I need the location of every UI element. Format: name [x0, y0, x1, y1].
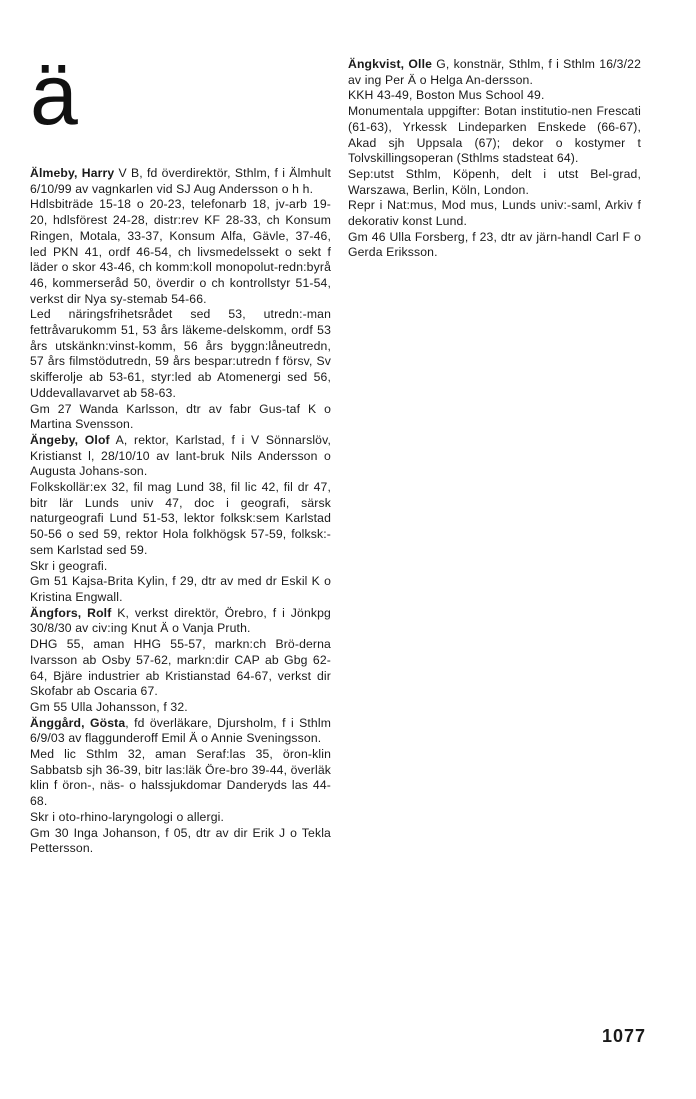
entry-paragraph: Led näringsfrihetsrådet sed 53, utredn:-man fettråvarukomm 51, 53 års läkeme-delskomm, ordf 53 års utskänkn:vinst-komm, 56 års byggn:låneutredn, 57 års filmstödutredn, 59 års bespar:utredn f försv, Sv skifferolje ab 53-61, styr:led ab Atomenergi sed 56, Uddevallavarvet ab 58-63.: [30, 307, 331, 400]
biography-entry: [348, 57, 641, 261]
entry-paragraph: Repr i Nat:mus, Mod mus, Lunds univ:-saml, Arkiv f dekorativ konst Lund.: [348, 198, 641, 229]
entry-paragraph: Gm 30 Inga Johanson, f 05, dtr av dir Erik J o Tekla Pettersson.: [30, 825, 331, 856]
entry-intro: V B, fd överdirektör, Sthlm, f i Älmhult 6/10/99 av vagnkarlen vid SJ Aug Andersson o h h.: [30, 166, 331, 196]
biography-entry: [30, 716, 331, 857]
section-letter: ä: [30, 47, 78, 143]
entry-heading: [348, 57, 641, 88]
entry-name: Ängfors, Rolf: [30, 605, 112, 620]
entry-paragraph: Skr i geografi.: [30, 558, 108, 573]
entry-paragraph: Gm 55 Ulla Johansson, f 32.: [30, 699, 188, 714]
entry-name: Ängkvist, Olle: [348, 57, 433, 71]
entry-intro: A, rektor, Karlstad, f i V Sönnarslöv, Kristianst l, 28/10/10 av lant-bruk Nils Andersson o Augusta Johans-son.: [30, 432, 331, 479]
entry-paragraph: Folkskollär:ex 32, fil mag Lund 38, fil lic 42, fil dr 47, bitr lär Lunds univ 47, doc i geografi, särsk naturgeografi Lund 51-53, lektor folksk:sem Karlstad 50-56 o sed 59, rektor Hola folkhögsk 57-59, folksk:-sem Karlstad sed 59.: [30, 480, 331, 557]
entry-paragraph: Gm 51 Kajsa-Brita Kylin, f 29, dtr av med dr Eskil K o Kristina Engwall.: [30, 574, 331, 604]
entry-paragraph: Skr i oto-rhino-laryngologi o allergi.: [30, 809, 225, 824]
entry-intro: , fd överläkare, Djursholm, f i Sthlm 6/9/03 av flaggunderoff Emil Ä o Annie Sveningsson.: [30, 715, 332, 746]
biography-entry: [30, 606, 331, 716]
entry-name: Ängeby, Olof: [30, 432, 110, 447]
entry-name: Älmeby, Harry: [30, 166, 115, 180]
entry-paragraph: Hdlsbiträde 15-18 o 20-23, telefonarb 18, jv-arb 19-20, hdlsförest 24-28, distr:rev KF 28-33, ch Konsum Ringen, Motala, 33-37, Konsum Alfa, Gävle, 37-46, led PKN 41, ordf 46-54, ch livsmedelssekt o sekt f läder o skor 43-46, ch komm:koll monopolut-redn:byrå 46, kommerseråd 50, överdir o ch kontrollstyr 51-54, verkst dir Nya sy-stemab 54-66.: [30, 197, 331, 306]
entry-intro: G, konstnär, Sthlm, f i Sthlm 16/3/22 av ing Per Ä o Helga An-dersson.: [348, 57, 641, 87]
entry-paragraph: Monumentala uppgifter: Botan institutio-nen Frescati (61-63), Yrkessk Lindeparken Enskede (66-67), Akad sjh Uppsala (67); dekor o kostymer t Tolvskillingsoperan (Sthlms stadsteat 64).: [348, 104, 641, 166]
entry-paragraph: DHG 55, aman HHG 55-57, markn:ch Brö-derna Ivarsson ab Osby 57-62, markn:dir CAP ab Gbg 62-64, Bjäre industrier ab Kristianstad 64-67, verkst dir Skofabr ab Oscaria 67.: [30, 637, 331, 699]
entry-heading: [30, 716, 331, 747]
right-column: [348, 57, 641, 261]
entry-heading: [30, 166, 331, 197]
left-column: [30, 166, 331, 857]
entry-paragraph: Gm 27 Wanda Karlsson, dtr av fabr Gus-taf K o Martina Svensson.: [30, 401, 331, 432]
biography-entry: [30, 433, 331, 606]
entry-heading: [30, 606, 331, 637]
page-number: 1077: [602, 1026, 647, 1046]
entry-intro: K, verkst direktör, Örebro, f i Jönkpg 30/8/30 av civ:ing Knut Ä o Vanja Pruth.: [30, 605, 331, 636]
entry-paragraph: Med lic Sthlm 32, aman Seraf:las 35, öron-klin Sabbatsb sjh 36-39, bitr las:läk Öre-bro 39-44, överläk klin f öron-, näs- o halssjukdomar Danderyds las 44-68.: [30, 747, 331, 809]
entry-paragraph: KKH 43-49, Boston Mus School 49.: [348, 88, 545, 103]
entry-paragraph: Sep:utst Sthlm, Köpenh, delt i utst Bel-grad, Warszawa, Berlin, Köln, London.: [348, 166, 641, 197]
biography-entry: [30, 166, 331, 433]
entry-name: Änggård, Gösta: [30, 715, 126, 730]
entry-paragraph: Gm 46 Ulla Forsberg, f 23, dtr av järn-handl Carl F o Gerda Eriksson.: [348, 229, 641, 260]
entry-heading: [30, 433, 331, 480]
